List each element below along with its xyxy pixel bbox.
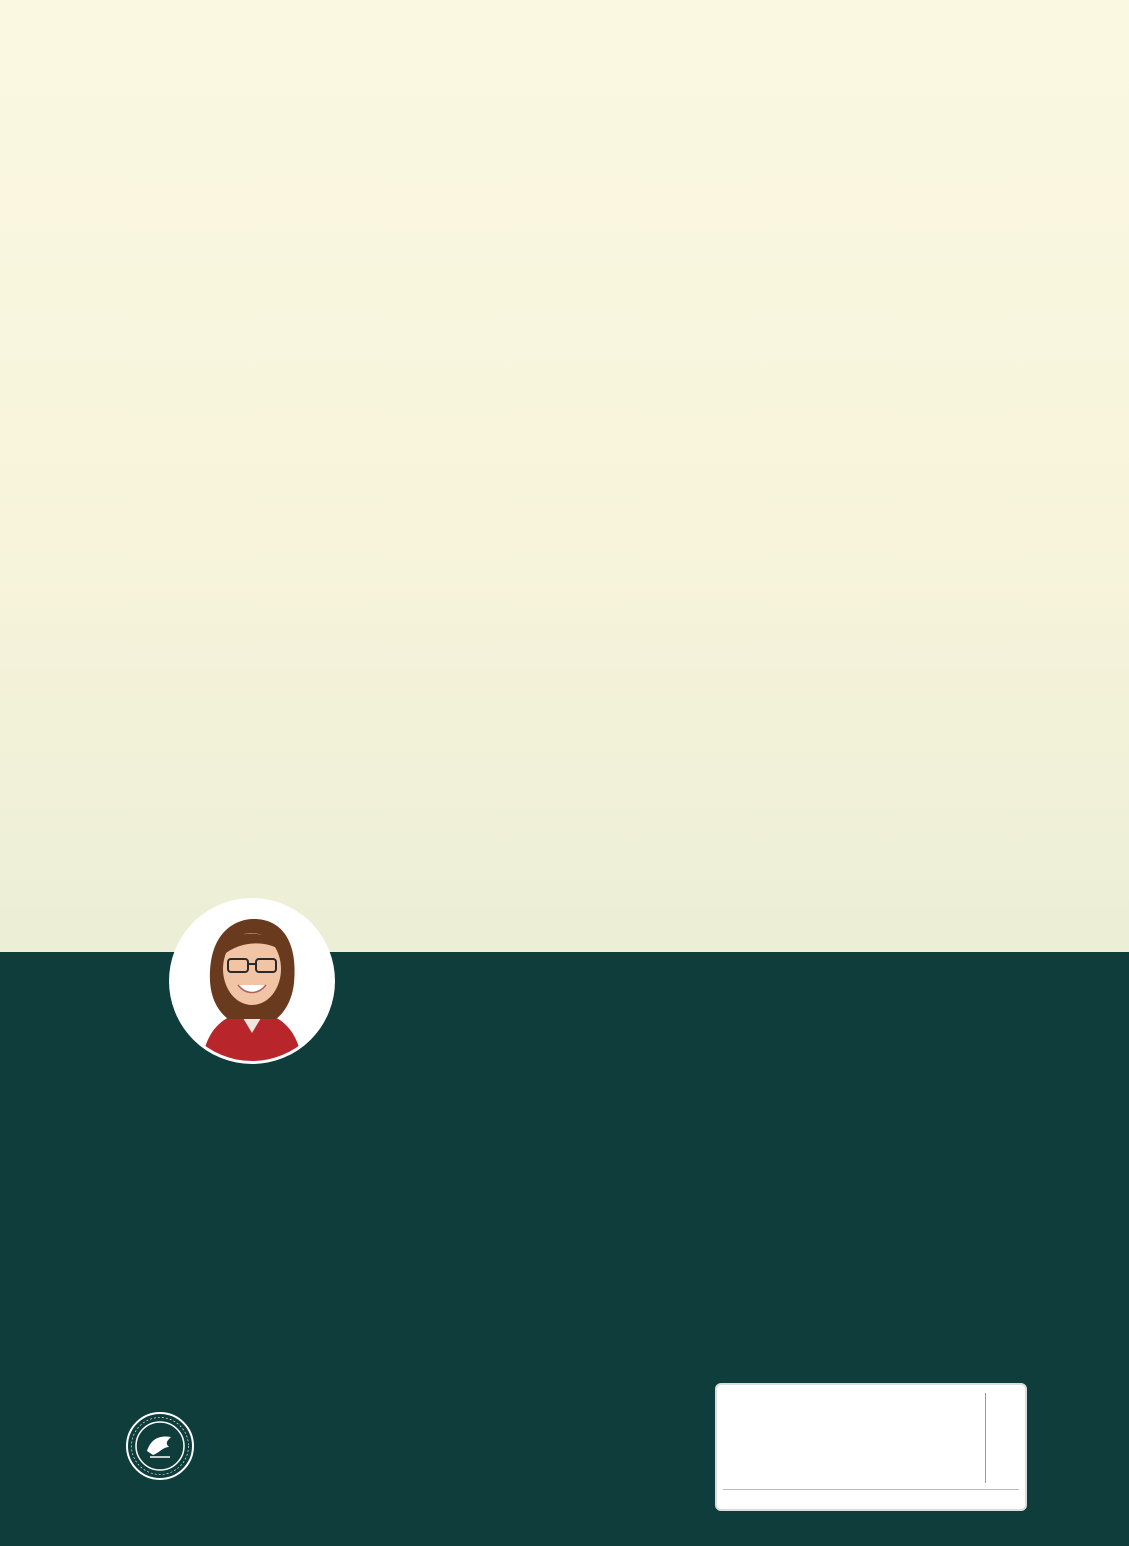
university-seal-icon [125, 1411, 195, 1481]
isbn-barcode-block [715, 1383, 1027, 1511]
qr-code-icon [729, 1402, 801, 1474]
publisher-website [723, 1489, 1019, 1492]
author-photo [169, 898, 335, 1064]
price-label [985, 1393, 1016, 1483]
barcode-icon [819, 1411, 979, 1471]
author-portrait-image [172, 901, 332, 1061]
